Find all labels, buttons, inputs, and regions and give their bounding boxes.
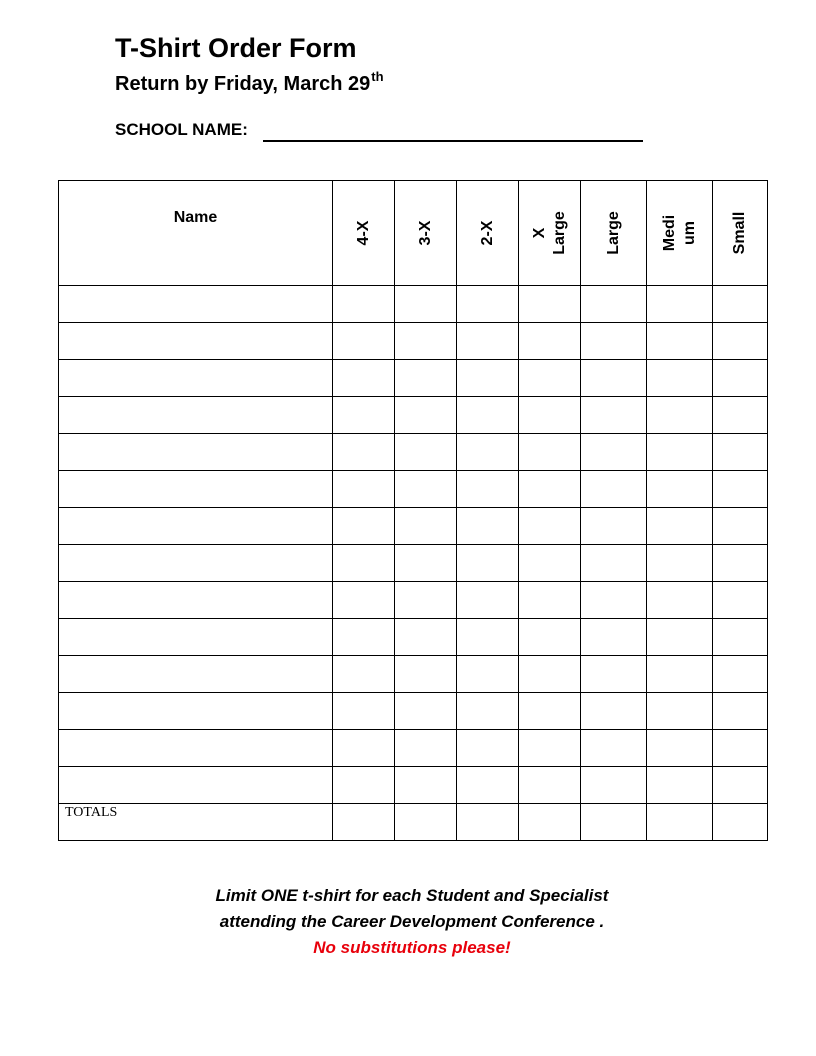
quantity-entry-cell[interactable]	[713, 360, 768, 397]
quantity-entry-cell[interactable]	[519, 582, 581, 619]
name-entry-cell[interactable]	[59, 323, 333, 360]
order-row	[59, 508, 768, 545]
quantity-entry-cell[interactable]	[395, 767, 457, 804]
quantity-entry-cell[interactable]	[333, 656, 395, 693]
name-entry-cell[interactable]	[59, 508, 333, 545]
quantity-entry-cell[interactable]	[713, 656, 768, 693]
quantity-entry-cell[interactable]	[395, 545, 457, 582]
quantity-entry-cell[interactable]	[581, 693, 647, 730]
quantity-entry-cell[interactable]	[519, 730, 581, 767]
size-column-label: Medi um	[660, 214, 698, 252]
size-column-label: X Large	[530, 211, 568, 255]
quantity-entry-cell[interactable]	[333, 545, 395, 582]
quantity-entry-cell[interactable]	[581, 508, 647, 545]
quantity-entry-cell[interactable]	[395, 656, 457, 693]
total-entry-cell[interactable]	[647, 804, 713, 841]
quantity-entry-cell[interactable]	[519, 767, 581, 804]
quantity-entry-cell[interactable]	[457, 434, 519, 471]
quantity-entry-cell[interactable]	[457, 471, 519, 508]
total-entry-cell[interactable]	[457, 804, 519, 841]
size-column-header	[457, 181, 519, 286]
quantity-entry-cell[interactable]	[333, 508, 395, 545]
name-column-label: Name	[173, 209, 218, 226]
quantity-entry-cell[interactable]	[581, 582, 647, 619]
quantity-entry-cell[interactable]	[713, 286, 768, 323]
order-row	[59, 693, 768, 730]
return-date	[115, 70, 384, 100]
quantity-entry-cell[interactable]	[713, 693, 768, 730]
size-column-label: Small	[731, 211, 748, 255]
quantity-entry-cell[interactable]	[647, 471, 713, 508]
quantity-entry-cell[interactable]	[457, 397, 519, 434]
name-entry-cell[interactable]	[59, 619, 333, 656]
quantity-entry-cell[interactable]	[395, 508, 457, 545]
conference-note: attending the Career Development Conference .	[219, 912, 605, 931]
size-column-header	[581, 181, 647, 286]
quantity-entry-cell[interactable]	[395, 582, 457, 619]
quantity-entry-cell[interactable]	[581, 545, 647, 582]
quantity-entry-cell[interactable]	[713, 397, 768, 434]
quantity-entry-cell[interactable]	[647, 619, 713, 656]
name-entry-cell[interactable]	[59, 767, 333, 804]
order-row	[59, 360, 768, 397]
quantity-entry-cell[interactable]	[519, 286, 581, 323]
quantity-entry-cell[interactable]	[333, 286, 395, 323]
quantity-entry-cell[interactable]	[647, 582, 713, 619]
quantity-entry-cell[interactable]	[519, 545, 581, 582]
totals-row	[59, 804, 768, 841]
size-column-label: 2-X	[478, 220, 496, 246]
total-entry-cell[interactable]	[395, 804, 457, 841]
quantity-entry-cell[interactable]	[647, 693, 713, 730]
quantity-entry-cell[interactable]	[333, 397, 395, 434]
quantity-entry-cell[interactable]	[333, 434, 395, 471]
order-row	[59, 656, 768, 693]
quantity-entry-cell[interactable]	[457, 767, 519, 804]
quantity-entry-cell[interactable]	[581, 286, 647, 323]
name-entry-cell[interactable]	[59, 360, 333, 397]
quantity-entry-cell[interactable]	[395, 323, 457, 360]
order-row	[59, 582, 768, 619]
name-entry-cell[interactable]	[59, 434, 333, 471]
size-column-header	[713, 181, 768, 286]
quantity-entry-cell[interactable]	[457, 360, 519, 397]
order-row	[59, 286, 768, 323]
order-row	[59, 730, 768, 767]
quantity-entry-cell[interactable]	[333, 323, 395, 360]
name-entry-cell[interactable]	[59, 582, 333, 619]
quantity-entry-cell[interactable]	[647, 397, 713, 434]
quantity-entry-cell[interactable]	[647, 656, 713, 693]
quantity-entry-cell[interactable]	[713, 508, 768, 545]
quantity-entry-cell[interactable]	[713, 545, 768, 582]
total-entry-cell[interactable]	[713, 804, 768, 841]
name-entry-cell[interactable]	[59, 730, 333, 767]
quantity-entry-cell[interactable]	[581, 619, 647, 656]
quantity-entry-cell[interactable]	[713, 434, 768, 471]
quantity-entry-cell[interactable]	[395, 730, 457, 767]
order-row	[59, 434, 768, 471]
quantity-entry-cell[interactable]	[333, 619, 395, 656]
quantity-entry-cell[interactable]	[647, 360, 713, 397]
quantity-entry-cell[interactable]	[713, 767, 768, 804]
quantity-entry-cell[interactable]	[457, 508, 519, 545]
order-row	[59, 767, 768, 804]
quantity-entry-cell[interactable]	[395, 471, 457, 508]
quantity-entry-cell[interactable]	[519, 397, 581, 434]
order-row	[59, 471, 768, 508]
quantity-entry-cell[interactable]	[581, 360, 647, 397]
school-name-row	[115, 118, 248, 142]
quantity-entry-cell[interactable]	[395, 397, 457, 434]
size-column-header	[647, 181, 713, 286]
return-date-suffix: th	[371, 69, 384, 84]
order-row	[59, 545, 768, 582]
total-entry-cell[interactable]	[519, 804, 581, 841]
quantity-entry-cell[interactable]	[457, 545, 519, 582]
totals-label: TOTALS	[65, 805, 118, 820]
size-column-label: 4-X	[354, 220, 372, 246]
quantity-entry-cell[interactable]	[647, 323, 713, 360]
size-column-header	[395, 181, 457, 286]
quantity-entry-cell[interactable]	[519, 508, 581, 545]
quantity-entry-cell[interactable]	[519, 323, 581, 360]
page-title: T-Shirt Order Form	[115, 33, 357, 63]
quantity-entry-cell[interactable]	[519, 693, 581, 730]
quantity-entry-cell[interactable]	[713, 619, 768, 656]
school-name-label: SCHOOL NAME:	[115, 120, 248, 139]
quantity-entry-cell[interactable]	[457, 619, 519, 656]
quantity-entry-cell[interactable]	[333, 767, 395, 804]
size-column-label: Large	[604, 211, 622, 255]
quantity-entry-cell[interactable]	[713, 730, 768, 767]
quantity-entry-cell[interactable]	[519, 656, 581, 693]
quantity-entry-cell[interactable]	[647, 286, 713, 323]
quantity-entry-cell[interactable]	[581, 767, 647, 804]
return-date-text: Return by Friday, March 29	[115, 73, 371, 95]
quantity-entry-cell[interactable]	[395, 360, 457, 397]
total-entry-cell[interactable]	[581, 804, 647, 841]
total-entry-cell[interactable]	[333, 804, 395, 841]
school-name-blank[interactable]	[263, 140, 643, 142]
quantity-entry-cell[interactable]	[395, 286, 457, 323]
quantity-entry-cell[interactable]	[457, 323, 519, 360]
quantity-entry-cell[interactable]	[457, 730, 519, 767]
quantity-entry-cell[interactable]	[333, 730, 395, 767]
quantity-entry-cell[interactable]	[647, 767, 713, 804]
quantity-entry-cell[interactable]	[333, 360, 395, 397]
name-column-header	[59, 181, 333, 286]
quantity-entry-cell[interactable]	[713, 582, 768, 619]
quantity-entry-cell[interactable]	[581, 323, 647, 360]
size-column-label: 3-X	[416, 220, 434, 246]
quantity-entry-cell[interactable]	[457, 656, 519, 693]
quantity-entry-cell[interactable]	[519, 360, 581, 397]
quantity-entry-cell[interactable]	[713, 323, 768, 360]
quantity-entry-cell[interactable]	[395, 434, 457, 471]
quantity-entry-cell[interactable]	[333, 693, 395, 730]
order-row	[59, 619, 768, 656]
quantity-entry-cell[interactable]	[581, 656, 647, 693]
name-entry-cell[interactable]	[59, 656, 333, 693]
name-entry-cell[interactable]	[59, 693, 333, 730]
order-row	[59, 323, 768, 360]
quantity-entry-cell[interactable]	[519, 471, 581, 508]
header-row	[59, 181, 768, 286]
quantity-entry-cell[interactable]	[519, 434, 581, 471]
quantity-entry-cell[interactable]	[333, 471, 395, 508]
name-entry-cell[interactable]	[59, 545, 333, 582]
size-column-header	[519, 181, 581, 286]
order-table	[58, 180, 768, 841]
quantity-entry-cell[interactable]	[333, 582, 395, 619]
name-entry-cell[interactable]	[59, 286, 333, 323]
quantity-entry-cell[interactable]	[647, 730, 713, 767]
name-entry-cell[interactable]	[59, 471, 333, 508]
quantity-entry-cell[interactable]	[581, 397, 647, 434]
quantity-entry-cell[interactable]	[395, 619, 457, 656]
quantity-entry-cell[interactable]	[647, 508, 713, 545]
quantity-entry-cell[interactable]	[457, 286, 519, 323]
no-substitutions-note: No substitutions please!	[313, 938, 511, 957]
quantity-entry-cell[interactable]	[647, 434, 713, 471]
quantity-entry-cell[interactable]	[519, 619, 581, 656]
totals-label-cell	[59, 804, 333, 841]
order-row	[59, 397, 768, 434]
quantity-entry-cell[interactable]	[457, 582, 519, 619]
quantity-entry-cell[interactable]	[457, 693, 519, 730]
quantity-entry-cell[interactable]	[581, 434, 647, 471]
quantity-entry-cell[interactable]	[581, 471, 647, 508]
name-entry-cell[interactable]	[59, 397, 333, 434]
quantity-entry-cell[interactable]	[713, 471, 768, 508]
limit-note: Limit ONE t-shirt for each Student and Specialist	[215, 886, 609, 905]
quantity-entry-cell[interactable]	[395, 693, 457, 730]
size-column-header	[333, 181, 395, 286]
quantity-entry-cell[interactable]	[581, 730, 647, 767]
quantity-entry-cell[interactable]	[647, 545, 713, 582]
